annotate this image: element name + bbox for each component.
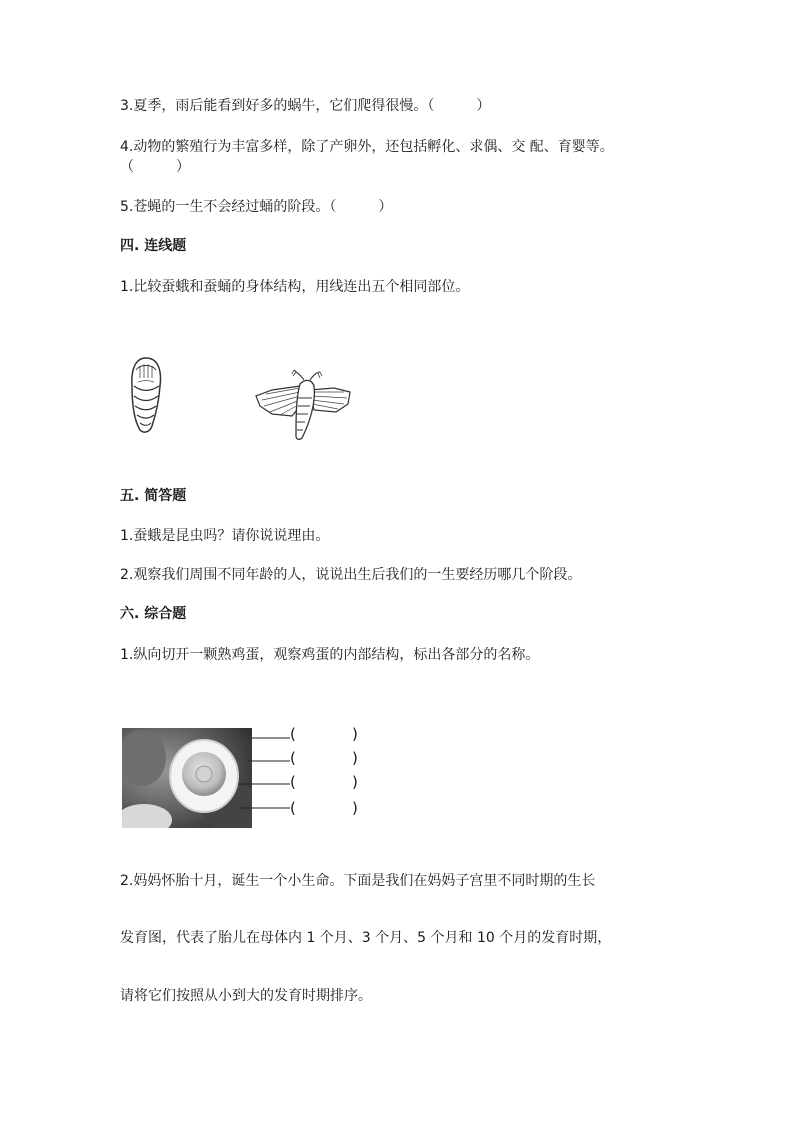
egg-label-lines	[230, 730, 294, 814]
section4-q1: 1.比较蚕蛾和蚕蛹的身体结构，用线连出五个相同部位。	[120, 279, 470, 295]
section6-q2-line2: 发育图，代表了胎儿在母体内 1 个月、3 个月、5 个月和 10 个月的发育时期，	[120, 930, 612, 946]
section5-q1: 1.蚕蛾是昆虫吗？请你说说理由。	[120, 528, 330, 544]
close-paren: )	[352, 799, 358, 817]
silkworm-moth-image	[252, 368, 354, 442]
section6-heading: 六. 综合题	[120, 606, 187, 622]
open-paren: (	[290, 749, 296, 767]
section4-heading: 四. 连线题	[120, 238, 187, 254]
egg-label-blank-1[interactable]	[290, 724, 358, 744]
egg-label-blank-4[interactable]	[290, 798, 358, 818]
section6-q2-line1: 2.妈妈怀胎十月，诞生一个小生命。下面是我们在妈妈子宫里不同时期的生长	[120, 873, 596, 889]
close-paren: )	[352, 725, 358, 743]
section5-q2: 2.观察我们周围不同年龄的人，说说出生后我们的一生要经历哪几个阶段。	[120, 567, 582, 583]
silkworm-pupa-image	[126, 356, 166, 436]
close-paren: )	[352, 773, 358, 791]
open-paren: (	[290, 773, 296, 791]
egg-label-blank-3[interactable]	[290, 772, 358, 792]
open-paren: (	[290, 799, 296, 817]
section5-heading: 五. 简答题	[120, 488, 187, 504]
judgement-q3: 3.夏季，雨后能看到好多的蜗牛，它们爬得很慢。（ ）	[120, 98, 491, 114]
section6-q1: 1.纵向切开一颗熟鸡蛋，观察鸡蛋的内部结构，标出各部分的名称。	[120, 647, 540, 663]
close-paren: )	[352, 749, 358, 767]
judgement-q5: 5.苍蝇的一生不会经过蛹的阶段。（ ）	[120, 199, 393, 215]
judgement-q4-line1: 4.动物的繁殖行为丰富多样，除了产卵外，还包括孵化、求偶、交 配、育婴等。	[120, 139, 614, 155]
egg-label-blank-2[interactable]	[290, 748, 358, 768]
section6-q2-line3: 请将它们按照从小到大的发育时期排序。	[120, 988, 372, 1004]
open-paren: (	[290, 725, 296, 743]
judgement-q4-line2: （ ）	[120, 159, 190, 175]
